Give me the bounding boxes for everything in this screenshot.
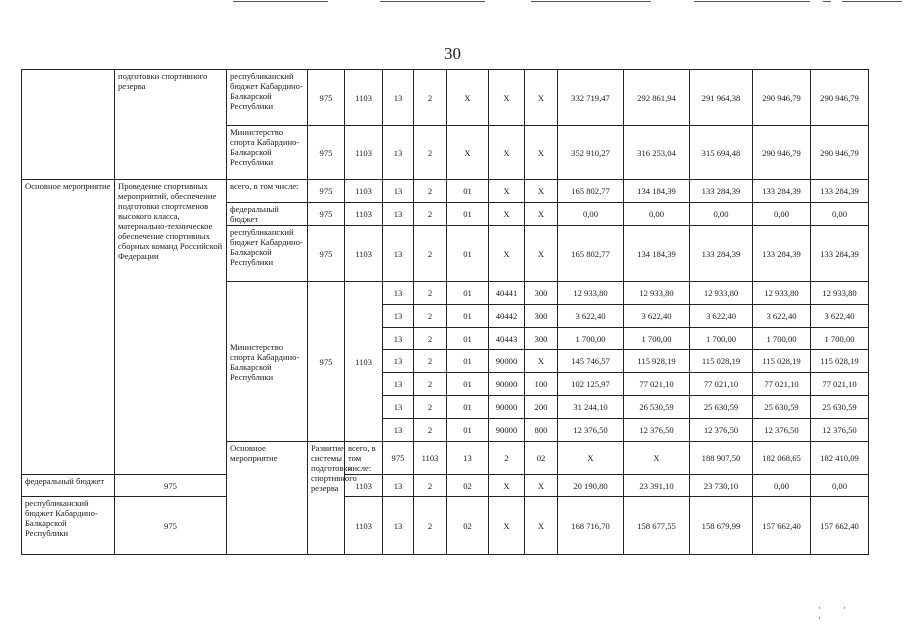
table-cell: 13 [383,328,414,350]
table-cell: 290 946,79 [811,70,869,126]
table-cell: X [447,126,489,180]
table-cell: 3 622,40 [690,305,753,328]
table-cell: 0,00 [690,203,753,226]
table-cell: 133 284,39 [753,180,811,203]
table-cell: 133 284,39 [690,226,753,282]
table-row [22,475,869,497]
table-cell: 975 [308,203,345,226]
table-cell: 1 700,00 [624,328,690,350]
table-cell: 01 [447,203,489,226]
table-cell: 2 [414,373,447,396]
table-cell: Основное мероприятие [22,180,115,475]
table-cell: 115 028,19 [753,350,811,373]
table-cell: 90000 [489,350,525,373]
table-cell: 13 [383,70,414,126]
table-cell: 3 622,40 [624,305,690,328]
table-cell: X [525,350,558,373]
table-cell: 2 [414,226,447,282]
table-cell: 02 [447,497,489,555]
table-cell: 12 933,80 [624,282,690,305]
table-cell: 1 700,00 [811,328,869,350]
table-cell: 01 [447,328,489,350]
table-cell: 133 284,39 [690,180,753,203]
table-cell: 40442 [489,305,525,328]
table-cell: 133 284,39 [753,226,811,282]
table-cell: 0,00 [811,475,869,497]
table-cell: 12 933,80 [811,282,869,305]
table-row [22,497,869,555]
table-cell: 77 021,10 [624,373,690,396]
table-cell: 182 410,09 [811,442,869,475]
table-cell: 13 [383,305,414,328]
table-cell: 1103 [345,226,383,282]
table-cell: 01 [447,282,489,305]
table-cell: 01 [447,419,489,442]
table-cell: 40443 [489,328,525,350]
table-cell: 2 [414,475,447,497]
table-cell: 291 964,38 [690,70,753,126]
table-cell: X [525,126,558,180]
table-cell: 134 184,39 [624,226,690,282]
table-cell: 133 284,39 [811,180,869,203]
table-cell: 12 376,50 [690,419,753,442]
table-cell: 300 [525,305,558,328]
table-cell: 2 [414,419,447,442]
header-rule [823,1,831,2]
table-cell: 2 [414,180,447,203]
table-cell: 332 719,47 [558,70,624,126]
table-cell: 3 622,40 [558,305,624,328]
table-cell: 975 [308,70,345,126]
table-row [22,180,869,203]
table-cell: 133 284,39 [811,226,869,282]
table-cell: 300 [525,328,558,350]
table-cell: 90000 [489,419,525,442]
table-cell: 02 [447,475,489,497]
table-cell: 1 700,00 [753,328,811,350]
table-cell: 02 [525,442,558,475]
table-cell: 975 [308,226,345,282]
table-cell: 77 021,10 [753,373,811,396]
table-cell: 13 [383,180,414,203]
table-cell: 1103 [345,497,383,555]
table-cell: 975 [115,475,227,497]
table-cell: 0,00 [624,203,690,226]
table-cell: 157 662,40 [811,497,869,555]
table-cell: 13 [383,226,414,282]
table-cell: 975 [308,180,345,203]
table-cell: X [489,475,525,497]
table-cell: X [624,442,690,475]
table-cell: 168 716,70 [558,497,624,555]
table-cell: X [447,70,489,126]
table-cell: 102 125,97 [558,373,624,396]
table-cell: 157 662,40 [753,497,811,555]
table-cell: 13 [383,282,414,305]
table-cell: всего, в том числе: [227,180,308,203]
table-cell: 12 376,50 [811,419,869,442]
table-cell: X [489,126,525,180]
table-cell: 01 [447,305,489,328]
table-cell: 0,00 [753,203,811,226]
header-rule [694,1,810,2]
header-rule [380,1,485,2]
table-cell: X [489,180,525,203]
table-cell: 13 [383,475,414,497]
table-cell: 12 376,50 [624,419,690,442]
table-cell: 300 [525,282,558,305]
table-cell: 165 802,77 [558,226,624,282]
table-cell: всего, в том числе: [345,442,383,475]
table-cell: 23 730,10 [690,475,753,497]
table-cell: 115 028,19 [690,350,753,373]
table-cell: 1 700,00 [558,328,624,350]
table-cell: 200 [525,396,558,419]
table-cell: 2 [489,442,525,475]
header-rule [842,1,902,2]
table-cell: 290 946,79 [753,70,811,126]
table-cell: 12 933,80 [558,282,624,305]
table-cell: 25 630,59 [753,396,811,419]
table-cell: 115 028,19 [811,350,869,373]
table-cell: 40441 [489,282,525,305]
table-cell: 290 946,79 [811,126,869,180]
table-cell: 26 530,59 [624,396,690,419]
table-cell: 3 622,40 [753,305,811,328]
table-cell: 23 391,10 [624,475,690,497]
table-cell: Основное мероприятие [227,442,308,555]
table-cell: 01 [447,226,489,282]
table-cell: 13 [383,373,414,396]
table-cell: 2 [414,305,447,328]
table-cell: 188 907,50 [690,442,753,475]
table-cell: 316 253,04 [624,126,690,180]
table-cell: 158 677,55 [624,497,690,555]
table-cell: X [525,475,558,497]
table-cell: 2 [414,350,447,373]
table-cell: 975 [115,497,227,555]
table-cell: 800 [525,419,558,442]
table-cell: 2 [414,70,447,126]
table-cell: 100 [525,373,558,396]
table-cell: X [489,70,525,126]
table-cell: 13 [383,126,414,180]
table-cell: 1103 [414,442,447,475]
table-cell: 12 933,80 [690,282,753,305]
table-cell: X [489,497,525,555]
table-cell: 77 021,10 [811,373,869,396]
budget-table [21,69,869,555]
table-cell: 1103 [345,180,383,203]
table-cell: X [525,226,558,282]
table-cell: 158 679,99 [690,497,753,555]
table-cell: 12 376,50 [558,419,624,442]
table-cell: 1103 [345,475,383,497]
table-cell: 975 [308,282,345,442]
scan-marks: ·· · [818,603,868,623]
table-cell: 77 021,10 [690,373,753,396]
table-cell: 2 [414,328,447,350]
table-cell: 12 933,80 [753,282,811,305]
table-cell: 01 [447,350,489,373]
table-cell: 2 [414,282,447,305]
table-cell: 115 928,19 [624,350,690,373]
table-cell: федеральный бюджет [227,203,308,226]
table-cell: 3 622,40 [811,305,869,328]
table-cell: 1103 [345,282,383,442]
table-cell: 134 184,39 [624,180,690,203]
table-cell: 90000 [489,373,525,396]
table-cell: 182 068,65 [753,442,811,475]
table-cell: 165 802,77 [558,180,624,203]
table-cell: 90000 [489,396,525,419]
table-cell: республиканский бюджет Кабардино-Балкарской Республики [227,70,308,126]
table-cell: Развитие системы подготовки спортивного резерва [308,442,345,555]
table-cell: 2 [414,396,447,419]
header-rule [531,1,651,2]
table-cell: 20 190,80 [558,475,624,497]
header-rule [233,1,328,2]
table-cell: X [525,70,558,126]
table-cell: 25 630,59 [690,396,753,419]
table-cell [22,70,115,180]
table-cell: Министерство спорта Кабардино-Балкарской Республики [227,282,308,442]
table-cell: 290 946,79 [753,126,811,180]
table-cell: 1103 [345,126,383,180]
table-cell: 315 694,48 [690,126,753,180]
table-cell: 0,00 [753,475,811,497]
table-cell: X [525,497,558,555]
table-cell: 0,00 [558,203,624,226]
table-cell: 13 [383,203,414,226]
table-cell: 292 861,94 [624,70,690,126]
table-cell: республиканский бюджет Кабардино-Балкарской Республики [227,226,308,282]
table-cell: федеральный бюджет [22,475,115,497]
table-cell: подготовки спортивного резерва [115,70,227,180]
table-cell: 352 910,27 [558,126,624,180]
table-cell: X [558,442,624,475]
table-cell: 2 [414,126,447,180]
table-cell: 0,00 [811,203,869,226]
table-cell: 975 [383,442,414,475]
table-cell: 13 [383,350,414,373]
table-cell: X [489,226,525,282]
table-cell: 145 746,57 [558,350,624,373]
table-cell: 2 [414,203,447,226]
table-cell: X [525,203,558,226]
table-cell: 31 244,10 [558,396,624,419]
table-cell: республиканский бюджет Кабардино-Балкарской Республики [22,497,115,555]
table-cell: X [489,203,525,226]
table-cell: 13 [383,396,414,419]
table-cell: 1 700,00 [690,328,753,350]
table-row [22,70,869,126]
table-cell: 01 [447,180,489,203]
table-cell: 13 [447,442,489,475]
table-cell: 2 [414,497,447,555]
table-cell: X [525,180,558,203]
table-cell: 13 [383,419,414,442]
table-cell: 12 376,50 [753,419,811,442]
table-cell: 975 [308,126,345,180]
table-cell: 1103 [345,203,383,226]
table-cell: 01 [447,373,489,396]
table-cell: 1103 [345,70,383,126]
table-cell: Министерство спорта Кабардино-Балкарской Республики [227,126,308,180]
page-number: 30 [444,44,461,63]
table-cell: 01 [447,396,489,419]
table-cell: 25 630,59 [811,396,869,419]
table-cell: Проведение спортивных мероприятий, обеспечение подготовки спортсменов высокого класса, материально-техническое обеспечение спортивных сборных команд Российской Федерации [115,180,227,475]
table-cell: 13 [383,497,414,555]
